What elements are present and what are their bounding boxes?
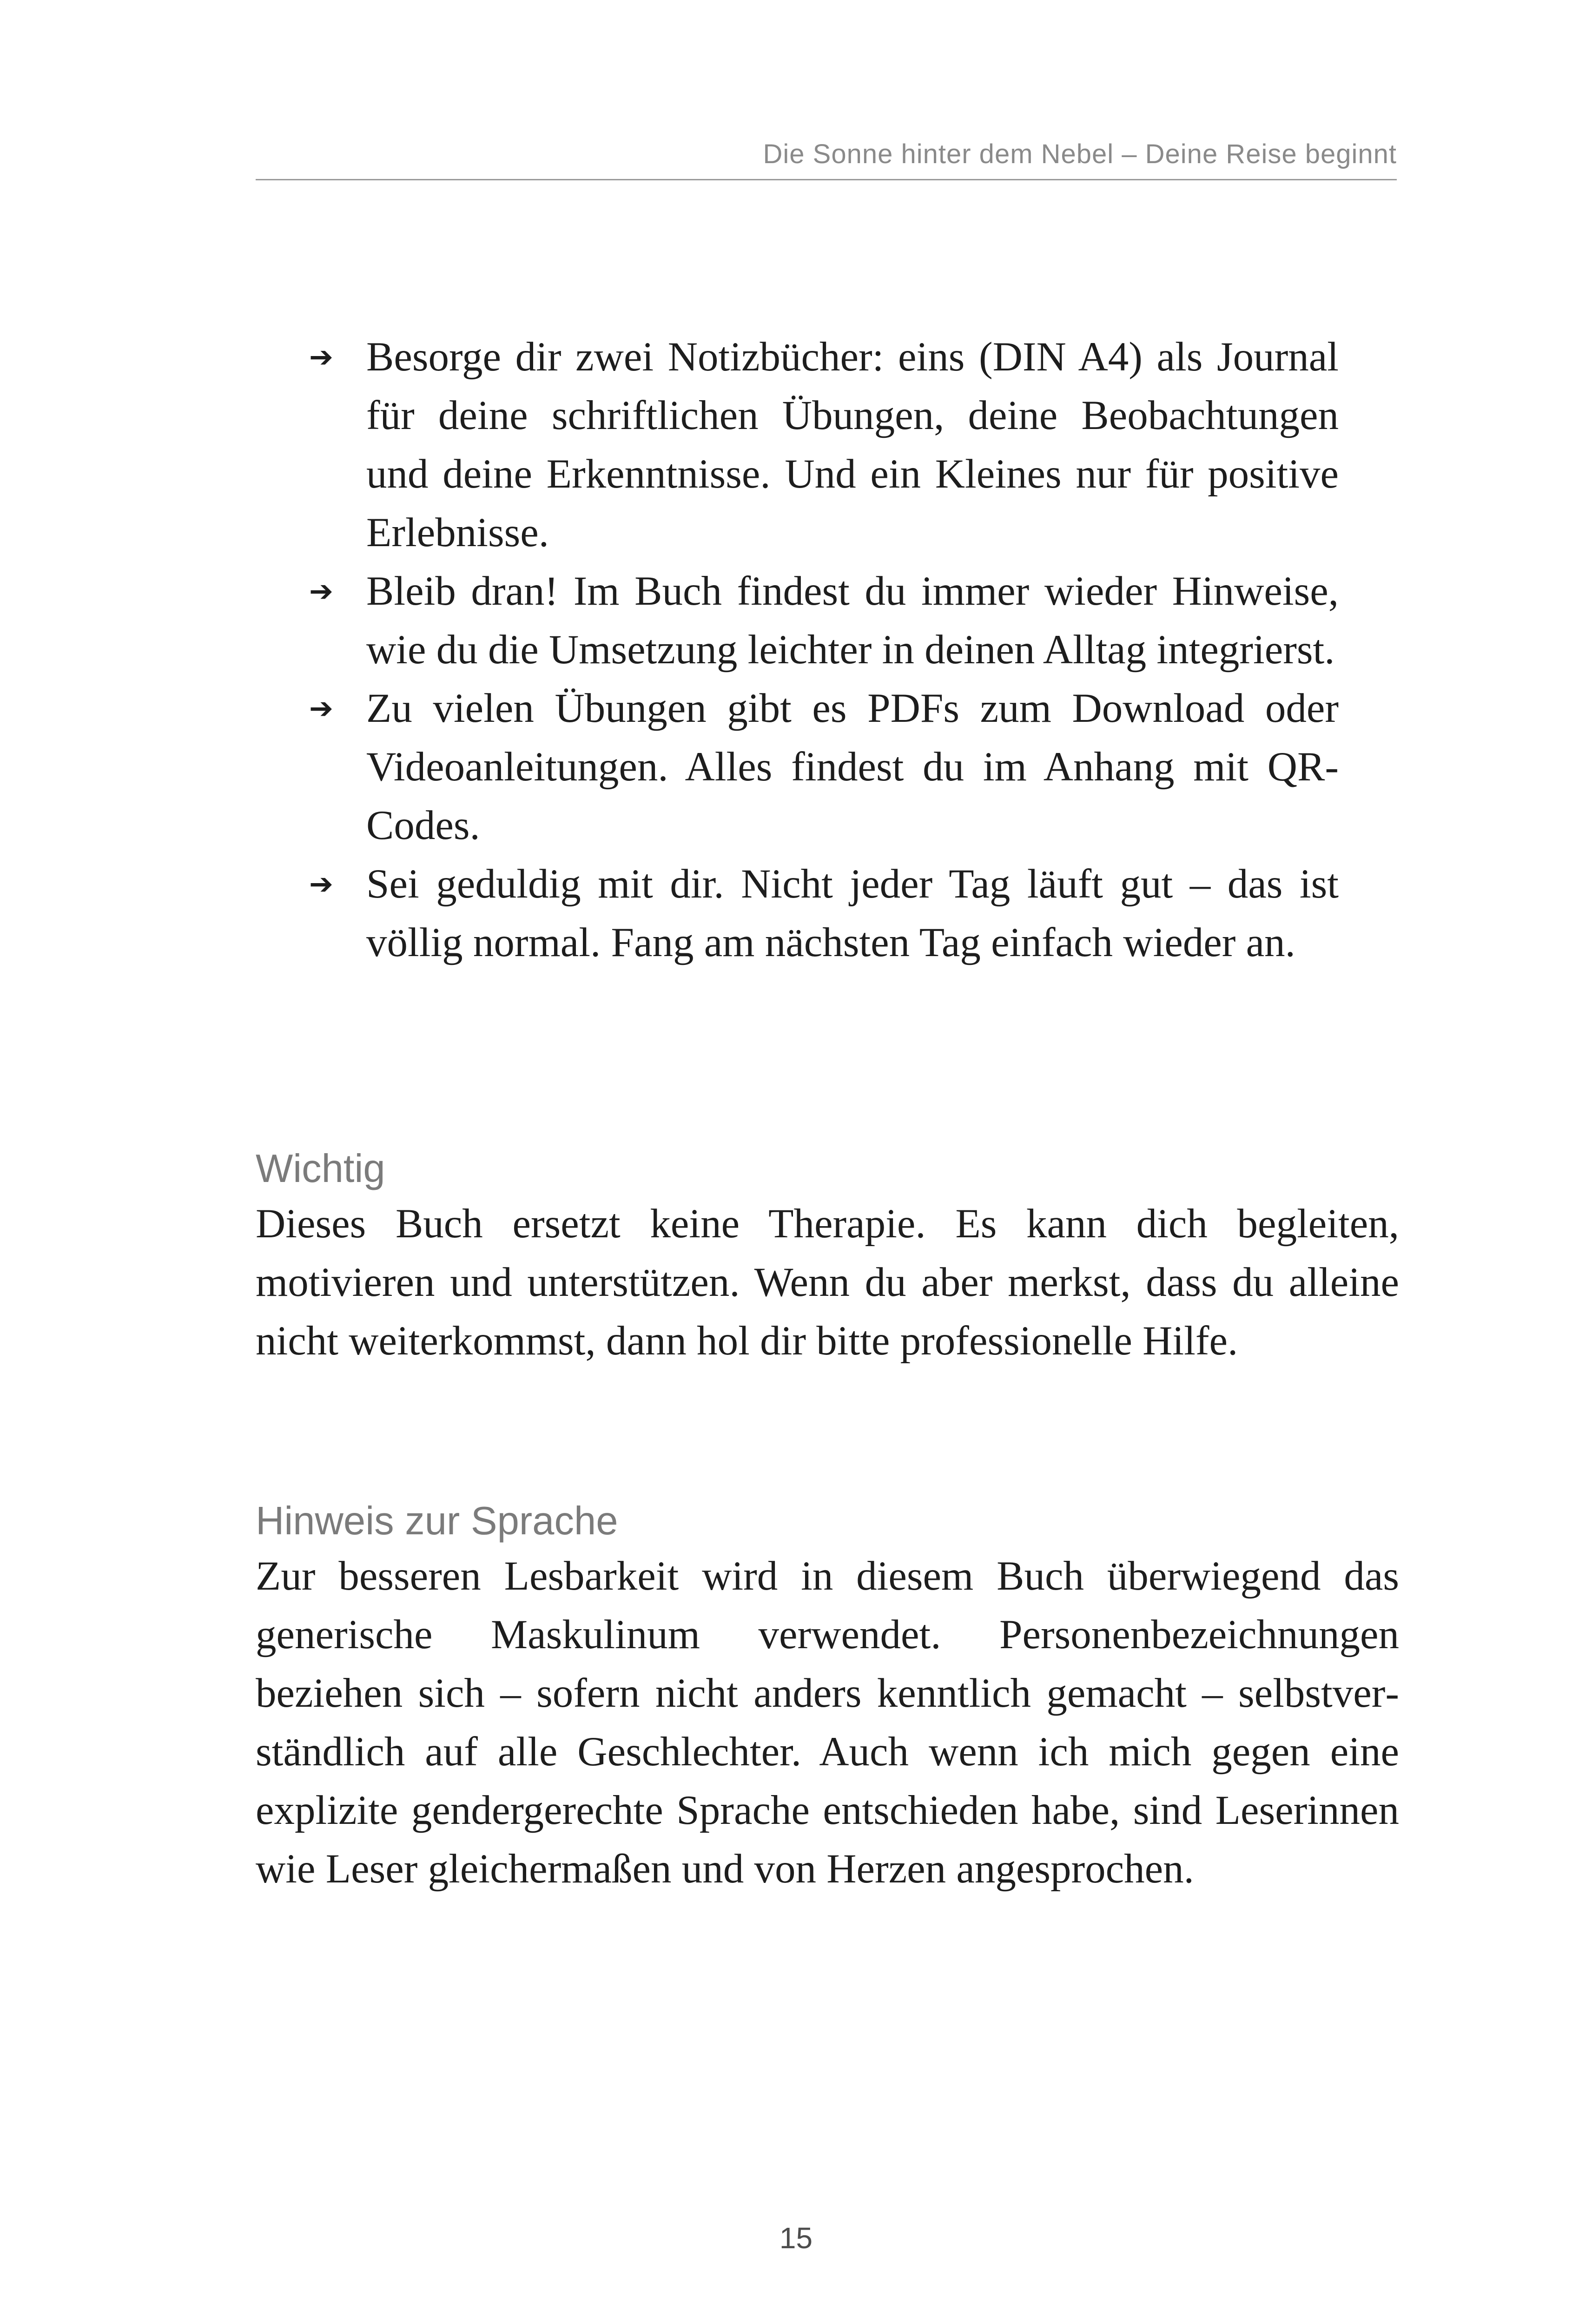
list-item <box>256 328 1339 562</box>
list-item <box>256 562 1339 679</box>
list-item-text: Sei geduldig mit dir. Nicht jeder Tag läuft gut – das ist völlig normal. Fang am nächsten Tag einfach wieder an. <box>366 861 1339 965</box>
arrow-right-icon: ➔ <box>309 340 333 374</box>
important-body: Dieses Buch ersetzt keine Therapie. Es kann dich begleiten, motivieren und unterstützen. Wenn du aber merkst, dass du alleine nicht weiterkommst, dann hol dir bitte professionelle Hilfe. <box>256 1201 1399 1364</box>
arrow-right-icon: ➔ <box>309 867 333 901</box>
page-number: 15 <box>779 2221 813 2255</box>
arrow-right-icon: ➔ <box>309 691 333 725</box>
list-item-text: Zu vielen Übungen gibt es PDFs zum Download oder Videoanleitungen. Alles findest du im Anhang mit QR-Codes. <box>366 686 1339 848</box>
important-section <box>256 1143 1399 1370</box>
important-heading: Wichtig <box>256 1147 385 1191</box>
list-item-text: Besorge dir zwei Notizbücher: eins (DIN A4) als Journal für deine schriftlichen Übungen, deine Beobachtungen und deine Erkenntnisse. Und ein Kleines nur für positive Erlebnisse. <box>366 334 1339 555</box>
arrow-right-icon: ➔ <box>309 574 333 608</box>
language-note-section <box>256 1496 1399 1898</box>
language-note-heading: Hinweis zur Sprache <box>256 1499 618 1543</box>
header-divider <box>256 179 1397 180</box>
language-note-body: Zur besseren Lesbarkeit wird in diesem Buch überwiegend das generische Maskulinum verwendet. Personenbezeichnungen beziehen sich – sofern nicht anders kenntlich gemacht – selbstverständlich auf alle Geschlechter. Auch wenn ich mich gegen eine explizite gendergerechte Sprache entschieden habe, sind Leserinnen wie Leser gleichermaßen und von Herzen angesprochen. <box>256 1553 1399 1892</box>
list-item-text: Bleib dran! Im Buch findest du immer wieder Hinweise, wie du die Umsetzung leichter in deinen Alltag integrierst. <box>366 568 1339 673</box>
list-item <box>256 855 1339 972</box>
list-item <box>256 679 1339 855</box>
running-header: Die Sonne hinter dem Nebel – Deine Reise beginnt <box>763 139 1397 169</box>
tips-list <box>256 328 1339 972</box>
